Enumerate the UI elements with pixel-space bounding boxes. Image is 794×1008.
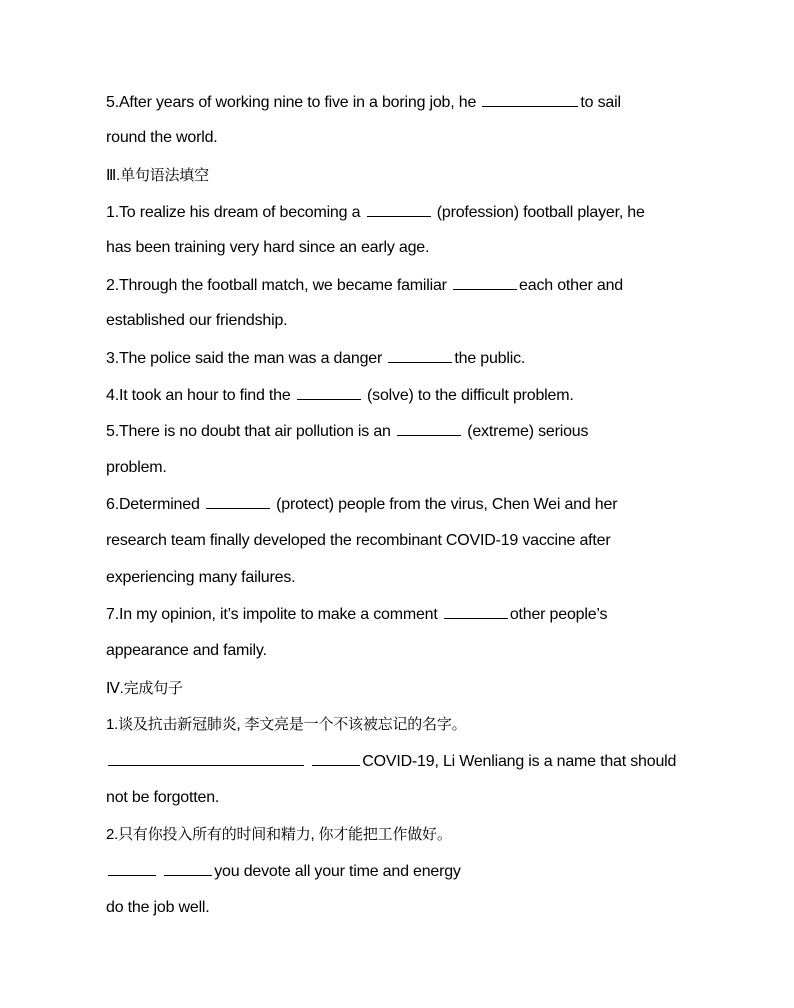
s4-q1-text: COVID-19, Li Wenliang is a name that should (362, 753, 677, 770)
s4-q1-chinese: 1.谈及抗击新冠肺炎, 李文亮是一个不该被忘记的名字。 (106, 716, 467, 733)
answer-blank[interactable] (397, 421, 461, 436)
s3-q4-text-b: (solve) to the difficult problem. (362, 387, 574, 404)
s3-q6-line1 (106, 494, 617, 515)
answer-blank[interactable] (312, 751, 360, 766)
s3-q7-line2: appearance and family. (106, 642, 267, 659)
s3-q7-text-b: other people’s (509, 606, 608, 623)
s3-q5-text-b: (extreme) serious (462, 423, 589, 440)
section3-roman: Ⅲ. (106, 167, 121, 184)
s2-q5-line2: round the world. (106, 129, 218, 146)
section4-heading (106, 679, 183, 699)
s3-q7-line1 (106, 604, 607, 625)
s3-q2-text-a: 2.Through the football match, we became familiar (106, 277, 452, 294)
answer-blank[interactable] (367, 202, 431, 217)
s3-q6-line3: experiencing many failures. (106, 569, 296, 586)
s3-q1-line1 (106, 202, 645, 223)
s3-q1-line2: has been training very hard since an early age. (106, 239, 430, 256)
s3-q1-text-a: 1.To realize his dream of becoming a (106, 204, 365, 221)
answer-blank[interactable] (444, 604, 508, 619)
s3-q5-line1 (106, 421, 588, 442)
section4-roman: Ⅳ. (106, 680, 124, 697)
answer-blank[interactable] (388, 348, 452, 363)
s3-q6-text-b: (protect) people from the virus, Chen Wei and her (271, 496, 618, 513)
answer-blank[interactable] (164, 861, 212, 876)
section4-title: 完成句子 (123, 680, 183, 697)
answer-blank[interactable] (482, 92, 578, 107)
answer-blank[interactable] (453, 275, 517, 290)
s3-q3-text-b: the public. (454, 350, 526, 367)
s4-q2-line2: do the job well. (106, 899, 210, 916)
answer-blank[interactable] (108, 751, 304, 766)
s3-q2-text-b: each other and (519, 277, 623, 294)
s3-q1-text-b: (profession) football player, he (432, 204, 645, 221)
s4-q1-line1 (106, 751, 676, 772)
s3-q2-line1 (106, 275, 623, 296)
s3-q5-line2: problem. (106, 459, 167, 476)
s3-q7-text-a: 7.In my opinion, it’s impolite to make a comment (106, 606, 442, 623)
s2-q5-text-a: 5.After years of working nine to five in a boring job, he (106, 94, 481, 111)
s3-q6-text-a: 6.Determined (106, 496, 204, 513)
section3-heading (106, 166, 209, 186)
s3-q3-line (106, 348, 525, 369)
s3-q5-text-a: 5.There is no doubt that air pollution is an (106, 423, 395, 440)
s2-q5-text-b: to sail (580, 94, 621, 111)
s2-q5-line1 (106, 92, 621, 113)
s4-q2-chinese: 2.只有你投入所有的时间和精力, 你才能把工作做好。 (106, 826, 452, 843)
s3-q6-line2: research team finally developed the recombinant COVID-19 vaccine after (106, 532, 611, 549)
s3-q2-line2: established our friendship. (106, 312, 288, 329)
s3-q4-line (106, 385, 574, 406)
s4-q2-line1 (106, 861, 461, 882)
s4-q2-text: you devote all your time and energy (214, 863, 461, 880)
s3-q3-text-a: 3.The police said the man was a danger (106, 350, 387, 367)
section3-title: 单句语法填空 (120, 167, 209, 184)
answer-blank[interactable] (108, 861, 156, 876)
s3-q4-text-a: 4.It took an hour to find the (106, 387, 295, 404)
answer-blank[interactable] (206, 494, 270, 509)
s4-q1-line2: not be forgotten. (106, 789, 220, 806)
answer-blank[interactable] (297, 385, 361, 400)
